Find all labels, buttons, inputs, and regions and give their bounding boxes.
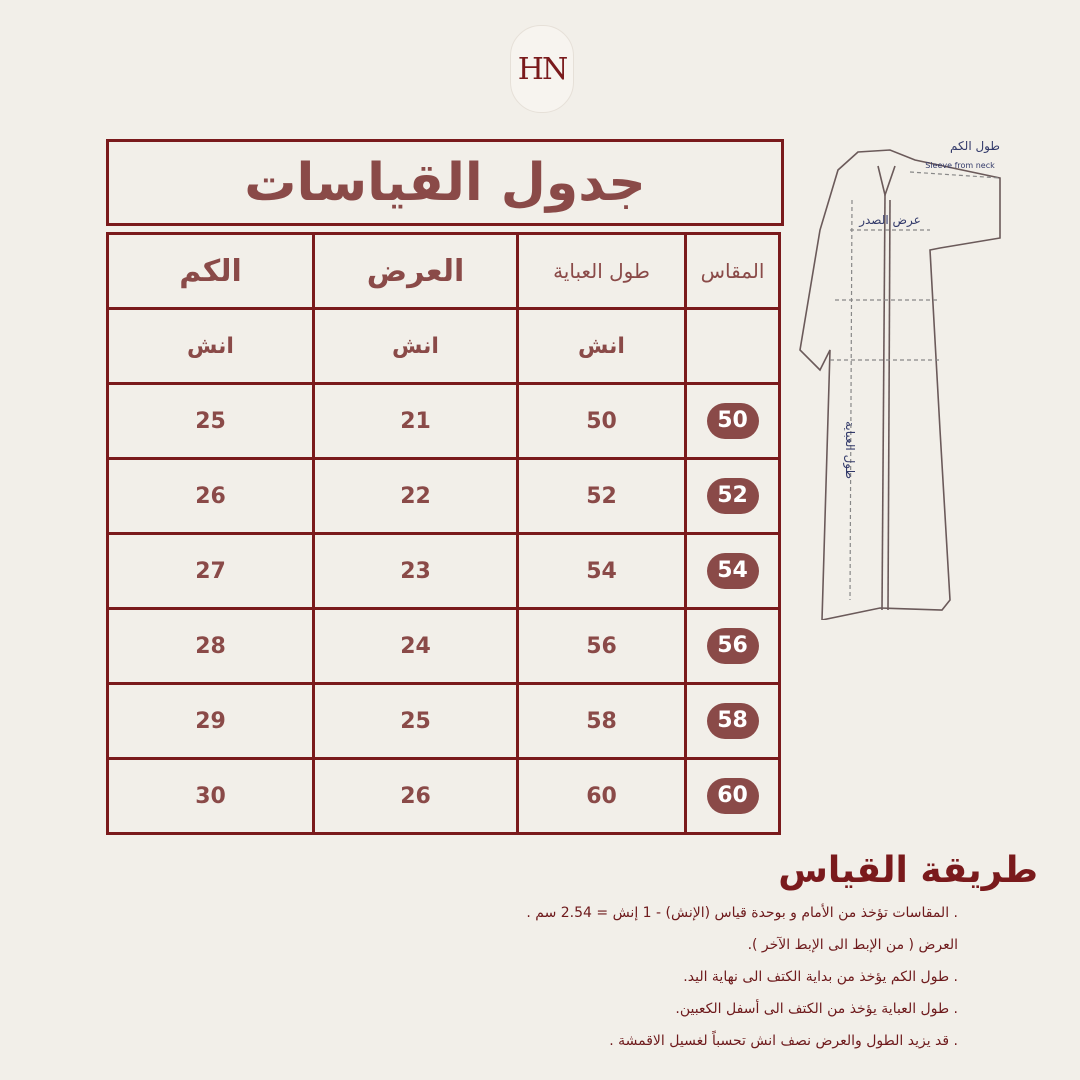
method-line: العرض ( من الإبط الى الإبط الآخر ). (747, 937, 958, 953)
size-badge: 50 (707, 403, 759, 439)
table-row (108, 759, 780, 834)
cell-length: 60 (518, 759, 686, 834)
logo-text: HN (517, 51, 567, 87)
cell-length: 58 (518, 684, 686, 759)
method-line: . قد يزيد الطول والعرض نصف انش تحسباً لغسيل الاقمشة . (609, 1033, 958, 1049)
page-title: جدول القياسات (106, 139, 784, 226)
method-line: . طول الكم يؤخذ من بداية الكتف الى نهاية اليد. (683, 969, 958, 985)
table-unit-row (108, 309, 780, 384)
table-row (108, 459, 780, 534)
abaya-diagram (790, 130, 1075, 620)
unit-length: انش (518, 309, 686, 384)
header-sleeve: الكم (108, 234, 314, 309)
unit-width: انش (314, 309, 518, 384)
method-title: طريقة القياس (778, 850, 1038, 891)
unit-sleeve: انش (108, 309, 314, 384)
cell-width: 26 (314, 759, 518, 834)
unit-size-empty (686, 309, 780, 384)
cell-size (686, 534, 780, 609)
header-width: العرض (314, 234, 518, 309)
cell-size (686, 609, 780, 684)
size-badge: 60 (707, 778, 759, 814)
chest-label: عرض الصدر (859, 213, 921, 227)
cell-length: 52 (518, 459, 686, 534)
cell-length: 50 (518, 384, 686, 459)
method-line: . المقاسات تؤخذ من الأمام و بوحدة قياس (الإنش) - 1 إنش = 2.54 سم . (526, 905, 958, 921)
table-row (108, 534, 780, 609)
table-row (108, 684, 780, 759)
cell-width: 21 (314, 384, 518, 459)
table-row (108, 609, 780, 684)
cell-width: 22 (314, 459, 518, 534)
sleeve-label: طول الكم (950, 139, 1000, 153)
table-header-row (108, 234, 780, 309)
cell-size (686, 459, 780, 534)
measure-lines (830, 172, 1000, 600)
measurement-method (398, 850, 1038, 1065)
size-badge: 54 (707, 553, 759, 589)
header-length: طول العباية (518, 234, 686, 309)
table-row (108, 384, 780, 459)
brand-logo (510, 25, 574, 113)
size-badge: 56 (707, 628, 759, 664)
cell-sleeve: 30 (108, 759, 314, 834)
cell-width: 23 (314, 534, 518, 609)
cell-width: 24 (314, 609, 518, 684)
cell-sleeve: 29 (108, 684, 314, 759)
size-badge: 58 (707, 703, 759, 739)
length-label: طول العباية (843, 420, 857, 480)
method-line: . طول العباية يؤخذ من الكتف الى أسفل الكعبين. (675, 1001, 958, 1017)
size-table (106, 232, 781, 835)
sleeve-sublabel: Sleeve from neck (925, 161, 995, 170)
cell-sleeve: 26 (108, 459, 314, 534)
size-badge: 52 (707, 478, 759, 514)
cell-length: 56 (518, 609, 686, 684)
cell-sleeve: 25 (108, 384, 314, 459)
cell-sleeve: 28 (108, 609, 314, 684)
cell-size (686, 759, 780, 834)
cell-size (686, 384, 780, 459)
header-size: المقاس (686, 234, 780, 309)
cell-sleeve: 27 (108, 534, 314, 609)
cell-width: 25 (314, 684, 518, 759)
cell-length: 54 (518, 534, 686, 609)
cell-size (686, 684, 780, 759)
